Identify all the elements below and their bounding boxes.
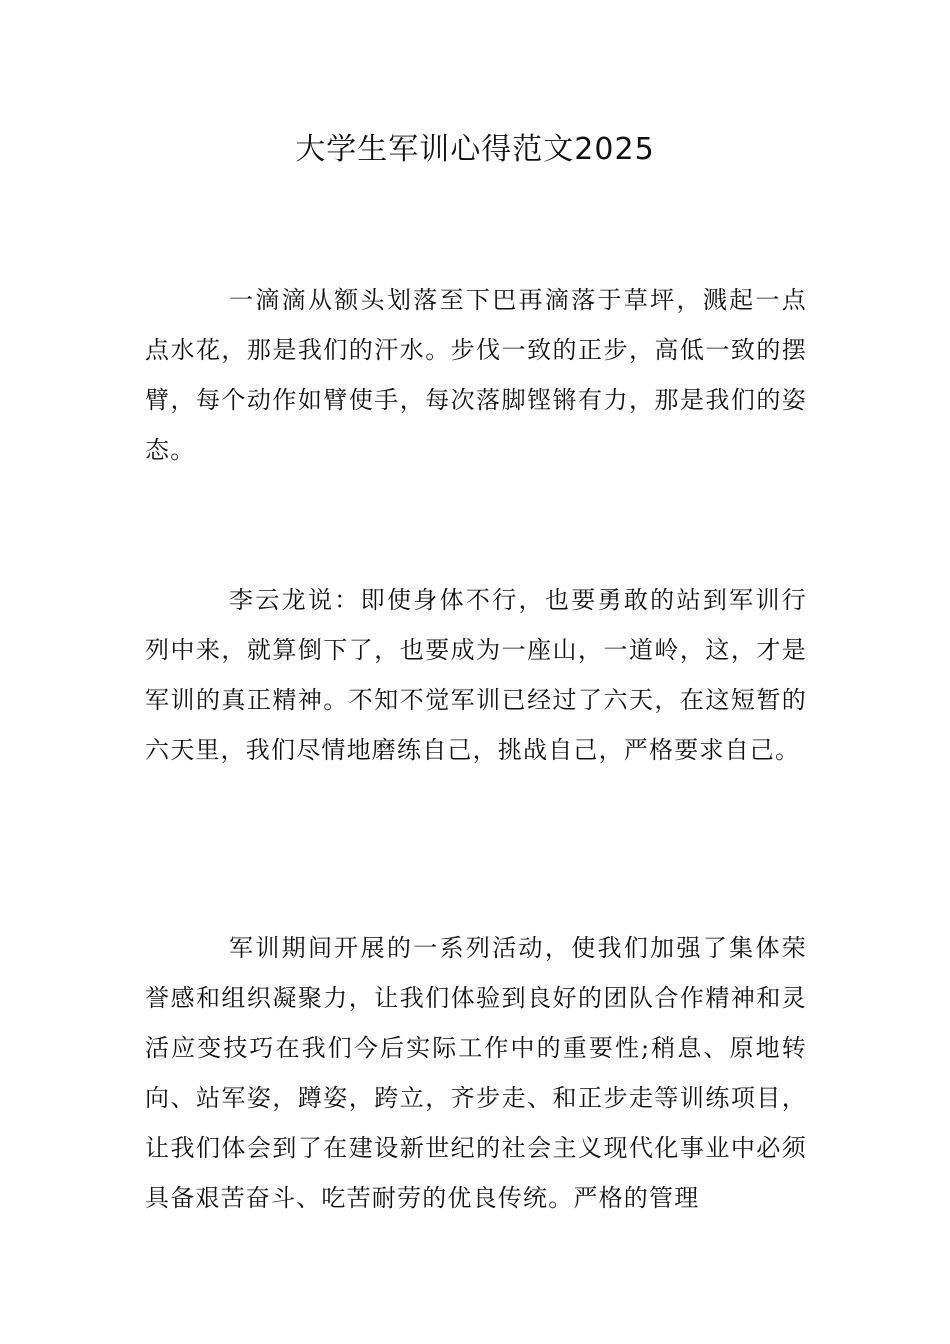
document-title: 大学生军训心得范文2025 [295, 132, 655, 167]
paragraph-3: 军训期间开展的一系列活动，使我们加强了集体荣誉感和组织凝聚力，让我们体验到良好的团队合作精神和灵活应变技巧在我们今后实际工作中的重要性;稍息、原地转向、站军姿，蹲姿，跨立，齐步走、和正步走等训练项目，让我们体会到了在建设新世纪的社会主义现代化事业中必须具备艰苦奋斗、吃苦耐劳的优良传统。严格的管理 [145, 934, 807, 1212]
paragraph-1: 一滴滴从额头划落至下巴再滴落于草坪，溅起一点点水花，那是我们的汗水。步伐一致的正步，高低一致的摆臂，每个动作如臂使手，每次落脚铿锵有力，那是我们的姿态。 [145, 286, 807, 464]
paragraph-2: 李云龙说：即使身体不行，也要勇敢的站到军训行列中来，就算倒下了，也要成为一座山，一道岭，这，才是军训的真正精神。不知不觉军训已经过了六天，在这短暂的六天里，我们尽情地磨练自己，挑战自己，严格要求自己。 [145, 586, 807, 764]
